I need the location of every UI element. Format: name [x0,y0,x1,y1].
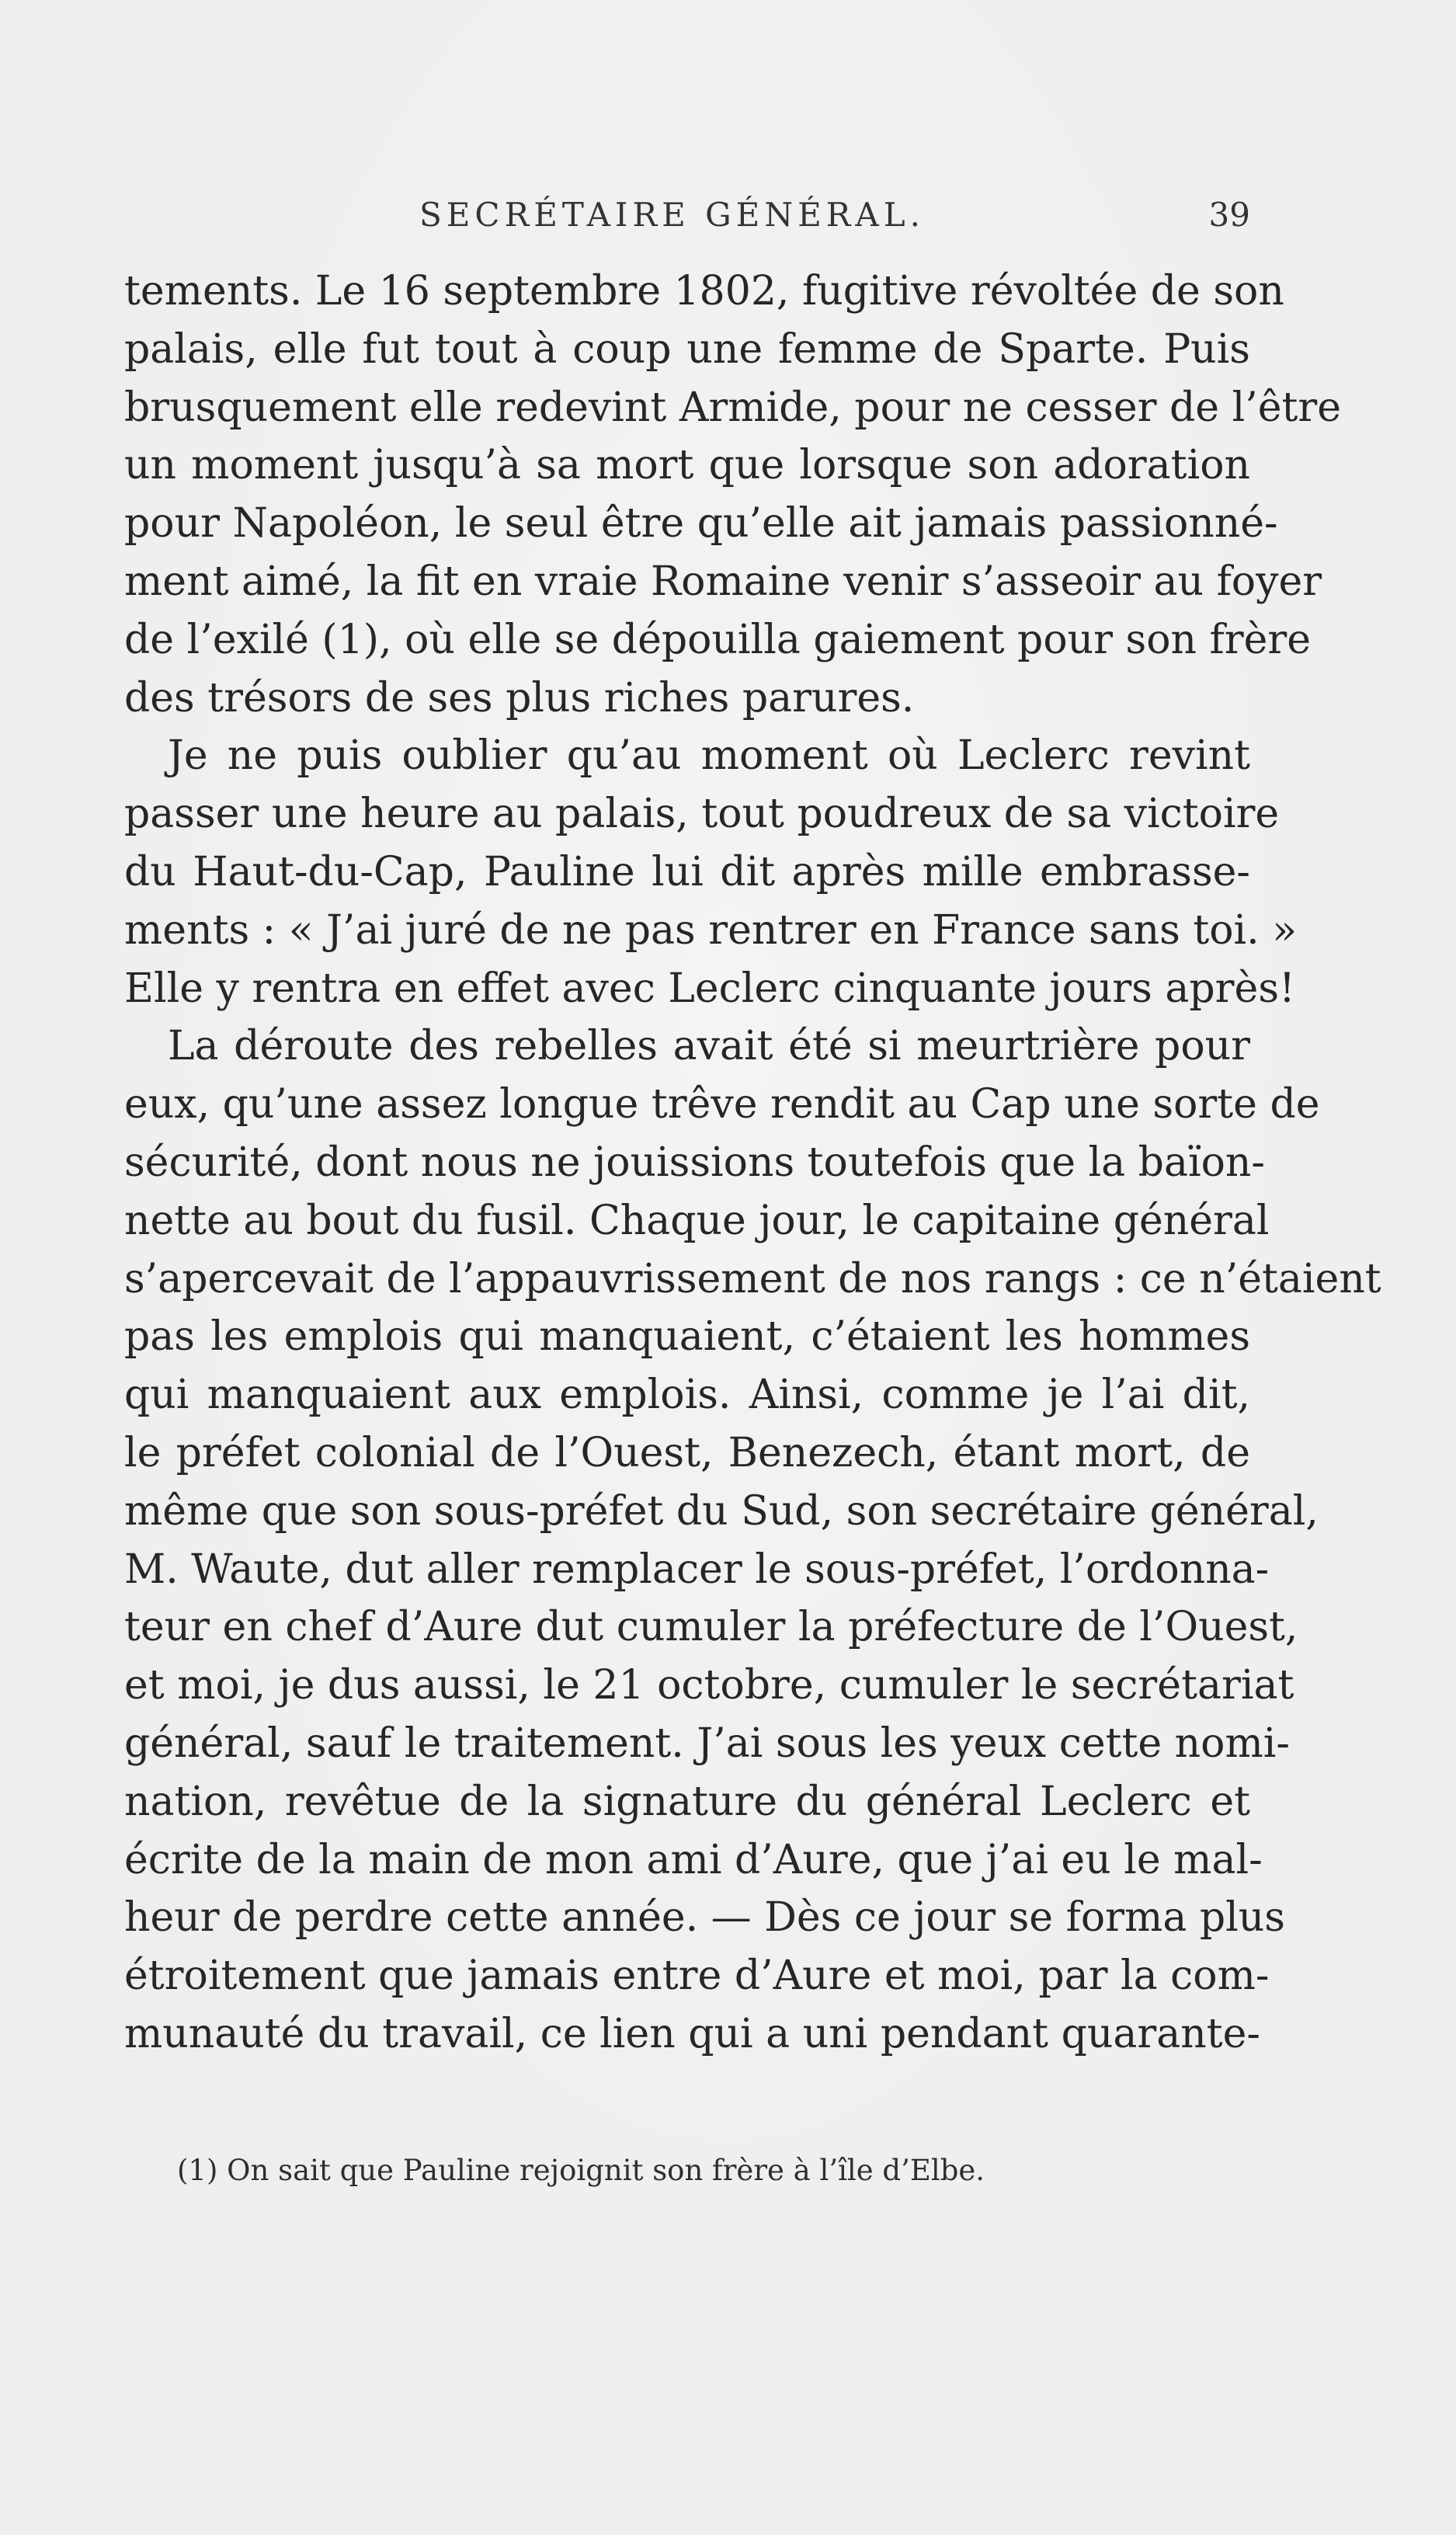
text-line: tements. Le 16 septembre 1802, fugitive révoltée de son [124,268,1284,315]
text-line: et moi, je dus aussi, le 21 octobre, cumuler le secrétariat [124,1662,1294,1709]
text-line: nette au bout du fusil. Chaque jour, le capitaine général [124,1197,1270,1244]
text-line: un moment jusqu’à sa mort que lorsque son adoration [124,442,1250,489]
text-line: même que son sous-préfet du Sud, son secrétaire général, [124,1487,1319,1535]
text-line: pour Napoléon, le seul être qu’elle ait jamais passionné- [124,500,1278,548]
text-line: de l’exilé (1), où elle se dépouilla gaiement pour son frère [124,616,1312,663]
text-line: des trésors de ses plus riches parures. [124,674,915,722]
text-line: eux, qu’une assez longue trêve rendit au Cap une sorte de [124,1081,1320,1128]
text-line: passer une heure au palais, tout poudreux de sa victoire [124,791,1280,838]
text-line: teur en chef d’Aure dut cumuler la préfecture de l’Ouest, [124,1604,1298,1651]
text-line: ment aimé, la fit en vraie Romaine venir s’asseoir au foyer [124,558,1322,605]
text-line: ments : « J’ai juré de ne pas rentrer en France sans toi. » [124,906,1298,954]
text-line: heur de perdre cette année. — Dès ce jour se forma plus [124,1894,1285,1942]
page-header [124,196,1250,242]
text-line: s’apercevait de l’appauvrissement de nos rangs : ce n’étaient [124,1255,1381,1302]
text-line: général, sauf le traitement. J’ai sous les yeux cette nomi- [124,1720,1290,1767]
text-line: La déroute des rebelles avait été si meurtrière pour [168,1023,1250,1070]
text-line: sécurité, dont nous ne jouissions toutefois que la baïon- [124,1139,1265,1186]
text-line: palais, elle fut tout à coup une femme de Sparte. Puis [124,325,1250,373]
text-line: Elle y rentra en effet avec Leclerc cinquante jours après! [124,965,1295,1012]
text-line: munauté du travail, ce lien qui a uni pendant quarante- [124,2010,1260,2057]
page-number: 39 [1208,196,1250,234]
text-line: brusquement elle redevint Armide, pour ne cesser de l’être [124,384,1342,431]
running-title: SECRÉTAIRE GÉNÉRAL. [419,196,925,234]
text-line: du Haut-du-Cap, Pauline lui dit après mille embrasse- [124,848,1250,895]
text-line: qui manquaient aux emplois. Ainsi, comme je l’ai dit, [124,1372,1250,1419]
text-line: écrite de la main de mon ami d’Aure, que j’ai eu le mal- [124,1836,1263,1883]
text-line: M. Waute, dut aller remplacer le sous-préfet, l’ordonna- [124,1546,1270,1593]
text-line: Je ne puis oublier qu’au moment où Leclerc revint [168,732,1250,780]
body-text [124,263,1381,2064]
text-line: étroitement que jamais entre d’Aure et moi, par la com- [124,1953,1270,2000]
footnote: (1) On sait que Pauline rejoignit son frère à l’île d’Elbe. [177,2154,985,2187]
text-line: nation, revêtue de la signature du général Leclerc et [124,1778,1250,1825]
text-line: le préfet colonial de l’Ouest, Benezech, étant mort, de [124,1429,1250,1476]
text-line: pas les emplois qui manquaient, c’étaient les hommes [124,1313,1250,1361]
